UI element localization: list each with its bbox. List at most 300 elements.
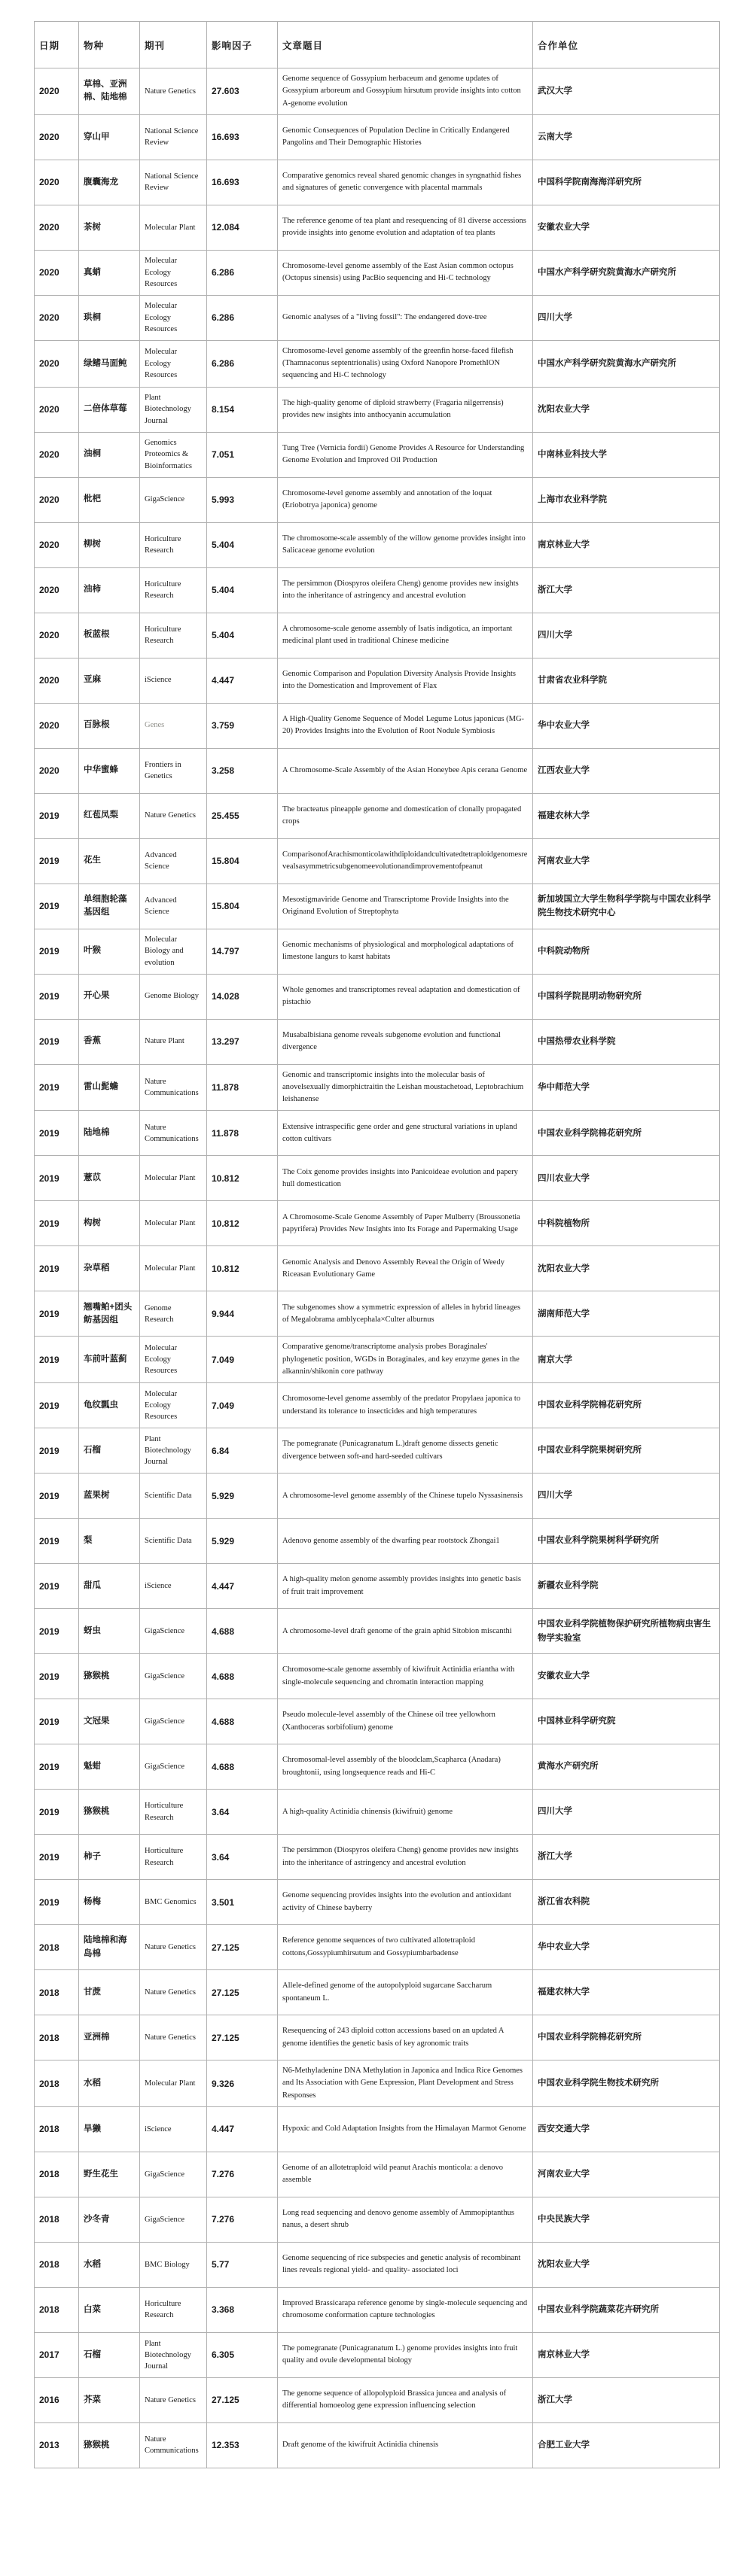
cell-date: 2019 bbox=[35, 1291, 79, 1337]
cell-article-title: Chromosome-scale genome assembly of kiwifruit Actinidia eriantha with single-molecule sequencing and chromatin interaction mapping bbox=[278, 1654, 533, 1699]
cell-impact-factor: 9.944 bbox=[207, 1291, 278, 1337]
cell-species: 陆地棉和海岛棉 bbox=[79, 1925, 140, 1970]
cell-partner-institution: 中国林业科学研究院 bbox=[533, 1699, 720, 1744]
cell-impact-factor: 15.804 bbox=[207, 838, 278, 884]
cell-date: 2020 bbox=[35, 295, 79, 340]
cell-species: 百脉根 bbox=[79, 703, 140, 748]
cell-article-title: Whole genomes and transcriptomes reveal adaptation and domestication of pistachio bbox=[278, 974, 533, 1019]
table-row bbox=[35, 522, 720, 567]
table-row bbox=[35, 2377, 720, 2422]
cell-date: 2020 bbox=[35, 522, 79, 567]
table-header bbox=[35, 22, 720, 68]
cell-partner-institution: 四川农业大学 bbox=[533, 1156, 720, 1201]
cell-journal: Nature Genetics bbox=[140, 793, 207, 838]
cell-article-title: Genomic Consequences of Population Decline in Critically Endangered Pangolins and Their Demographic Histories bbox=[278, 114, 533, 160]
cell-species: 文冠果 bbox=[79, 1699, 140, 1744]
cell-partner-institution: 新加坡国立大学生物科学学院与中国农业科学院生物技术研究中心 bbox=[533, 884, 720, 929]
header-impact-factor: 影响因子 bbox=[207, 22, 278, 68]
cell-date: 2020 bbox=[35, 477, 79, 522]
table-row bbox=[35, 2422, 720, 2468]
cell-date: 2020 bbox=[35, 567, 79, 613]
table-row bbox=[35, 432, 720, 477]
cell-partner-institution: 中科院动物所 bbox=[533, 929, 720, 974]
cell-date: 2019 bbox=[35, 1156, 79, 1201]
cell-species: 陆地棉 bbox=[79, 1111, 140, 1156]
table-row bbox=[35, 1564, 720, 1609]
cell-species: 香蕉 bbox=[79, 1019, 140, 1064]
cell-date: 2019 bbox=[35, 1880, 79, 1925]
cell-partner-institution: 中国农业科学院果树科学研究所 bbox=[533, 1519, 720, 1564]
cell-partner-institution: 沈阳农业大学 bbox=[533, 1246, 720, 1291]
cell-article-title: The persimmon (Diospyros oleifera Cheng) genome provides new insights into the inheritance of astringency and ancestral evolution bbox=[278, 1835, 533, 1880]
cell-impact-factor: 11.878 bbox=[207, 1064, 278, 1111]
cell-partner-institution: 南京林业大学 bbox=[533, 2332, 720, 2377]
table-row bbox=[35, 1383, 720, 1428]
cell-article-title: A chromosome-level draft genome of the grain aphid Sitobion miscanthi bbox=[278, 1609, 533, 1654]
cell-journal: Plant Biotechnology Journal bbox=[140, 387, 207, 432]
cell-article-title: N6-Methyladenine DNA Methylation in Japonica and Indica Rice Genomes and Its Association with Gene Expression, Plant Development and Stress Responses bbox=[278, 2060, 533, 2107]
cell-journal: Horiculture Research bbox=[140, 567, 207, 613]
cell-article-title: A chromosome-scale genome assembly of Isatis indigotica, an important medicinal plant used in traditional Chinese medicine bbox=[278, 613, 533, 658]
cell-journal: Molecular Plant bbox=[140, 2060, 207, 2107]
cell-date: 2013 bbox=[35, 2422, 79, 2468]
cell-species: 魁蚶 bbox=[79, 1744, 140, 1790]
cell-partner-institution: 中国水产科学研究院黄海水产研究所 bbox=[533, 250, 720, 295]
cell-journal: Molecular Ecology Resources bbox=[140, 250, 207, 295]
cell-impact-factor: 11.878 bbox=[207, 1111, 278, 1156]
cell-partner-institution: 中国科学院南海海洋研究所 bbox=[533, 160, 720, 205]
table-row bbox=[35, 1064, 720, 1111]
table-row bbox=[35, 1790, 720, 1835]
cell-journal: GigaScience bbox=[140, 2152, 207, 2197]
header-partner-institution: 合作单位 bbox=[533, 22, 720, 68]
cell-impact-factor: 5.929 bbox=[207, 1474, 278, 1519]
cell-species: 水稻 bbox=[79, 2242, 140, 2287]
cell-impact-factor: 4.688 bbox=[207, 1654, 278, 1699]
cell-article-title: The chromosome-scale assembly of the willow genome provides insight into Salicaceae genome evolution bbox=[278, 522, 533, 567]
cell-species: 石榴 bbox=[79, 2332, 140, 2377]
cell-impact-factor: 4.447 bbox=[207, 658, 278, 703]
table-row bbox=[35, 1880, 720, 1925]
cell-date: 2020 bbox=[35, 613, 79, 658]
table-row bbox=[35, 838, 720, 884]
cell-partner-institution: 中国农业科学院果树研究所 bbox=[533, 1428, 720, 1474]
table-row bbox=[35, 1925, 720, 1970]
table-row bbox=[35, 567, 720, 613]
cell-article-title: Extensive intraspecific gene order and gene structural variations in upland cotton cultivars bbox=[278, 1111, 533, 1156]
cell-date: 2019 bbox=[35, 1564, 79, 1609]
cell-species: 开心果 bbox=[79, 974, 140, 1019]
cell-date: 2020 bbox=[35, 340, 79, 387]
cell-species: 茶树 bbox=[79, 205, 140, 250]
cell-journal: National Science Review bbox=[140, 160, 207, 205]
cell-date: 2019 bbox=[35, 1246, 79, 1291]
cell-impact-factor: 27.125 bbox=[207, 2015, 278, 2060]
cell-article-title: Chromosome-level genome assembly of the predator Propylaea japonica to understand its tolerance to insecticides and high temperatures bbox=[278, 1383, 533, 1428]
cell-impact-factor: 4.447 bbox=[207, 2106, 278, 2152]
cell-article-title: Draft genome of the kiwifruit Actinidia chinensis bbox=[278, 2422, 533, 2468]
table-row bbox=[35, 1156, 720, 1201]
cell-date: 2020 bbox=[35, 160, 79, 205]
table-row bbox=[35, 974, 720, 1019]
table-row bbox=[35, 929, 720, 974]
cell-article-title: Genomic Analysis and Denovo Assembly Reveal the Origin of Weedy Riceasan Evolutionary Game bbox=[278, 1246, 533, 1291]
table-row bbox=[35, 2152, 720, 2197]
cell-impact-factor: 3.258 bbox=[207, 748, 278, 793]
cell-article-title: The Coix genome provides insights into Panicoideae evolution and papery hull domestication bbox=[278, 1156, 533, 1201]
cell-journal: Nature Communications bbox=[140, 1111, 207, 1156]
cell-species: 翘嘴鲌+团头鲂基因组 bbox=[79, 1291, 140, 1337]
cell-partner-institution: 武汉大学 bbox=[533, 68, 720, 115]
cell-journal: GigaScience bbox=[140, 477, 207, 522]
cell-date: 2018 bbox=[35, 2287, 79, 2332]
cell-impact-factor: 6.305 bbox=[207, 2332, 278, 2377]
cell-date: 2019 bbox=[35, 1474, 79, 1519]
cell-article-title: Adenovo genome assembly of the dwarfing pear rootstock Zhongai1 bbox=[278, 1519, 533, 1564]
cell-date: 2018 bbox=[35, 2197, 79, 2242]
cell-partner-institution: 中国水产科学研究院黄海水产研究所 bbox=[533, 340, 720, 387]
cell-journal: Nature Genetics bbox=[140, 68, 207, 115]
cell-journal: Nature Genetics bbox=[140, 1925, 207, 1970]
cell-partner-institution: 湖南师范大学 bbox=[533, 1291, 720, 1337]
cell-impact-factor: 4.688 bbox=[207, 1609, 278, 1654]
cell-date: 2019 bbox=[35, 1654, 79, 1699]
cell-partner-institution: 江西农业大学 bbox=[533, 748, 720, 793]
cell-impact-factor: 9.326 bbox=[207, 2060, 278, 2107]
cell-date: 2016 bbox=[35, 2377, 79, 2422]
cell-journal: GigaScience bbox=[140, 2197, 207, 2242]
cell-species: 珙桐 bbox=[79, 295, 140, 340]
cell-journal: Molecular Plant bbox=[140, 205, 207, 250]
cell-partner-institution: 安徽农业大学 bbox=[533, 205, 720, 250]
cell-article-title: The reference genome of tea plant and resequencing of 81 diverse accessions provide insights into genome evolution and adaptation of tea plants bbox=[278, 205, 533, 250]
cell-journal: BMC Biology bbox=[140, 2242, 207, 2287]
table-row bbox=[35, 2106, 720, 2152]
table-row bbox=[35, 114, 720, 160]
cell-species: 亚洲棉 bbox=[79, 2015, 140, 2060]
table-row bbox=[35, 703, 720, 748]
cell-species: 龟纹瓢虫 bbox=[79, 1383, 140, 1428]
cell-partner-institution: 福建农林大学 bbox=[533, 793, 720, 838]
cell-article-title: The genome sequence of allopolyploid Brassica juncea and analysis of differential homoeolog gene expression influencing selection bbox=[278, 2377, 533, 2422]
cell-impact-factor: 5.404 bbox=[207, 567, 278, 613]
cell-date: 2018 bbox=[35, 2060, 79, 2107]
cell-impact-factor: 25.455 bbox=[207, 793, 278, 838]
cell-article-title: A Chromosome-Scale Assembly of the Asian Honeybee Apis cerana Genome bbox=[278, 748, 533, 793]
table-row bbox=[35, 1337, 720, 1383]
cell-article-title: ComparisonofArachismonticolawithdiploidandcultivatedtetraploidgenomesrevealsasymmetricsubgenomeevolutionandimprovementofpeanut bbox=[278, 838, 533, 884]
cell-impact-factor: 6.286 bbox=[207, 250, 278, 295]
cell-partner-institution: 黄海水产研究所 bbox=[533, 1744, 720, 1790]
cell-article-title: Genome sequence of Gossypium herbaceum and genome updates of Gossypium arboreum and Gossypium hirsutum provide insights into cotton A-genome evolution bbox=[278, 68, 533, 115]
cell-impact-factor: 27.603 bbox=[207, 68, 278, 115]
cell-partner-institution: 浙江大学 bbox=[533, 2377, 720, 2422]
cell-article-title: Genomic Comparison and Population Diversity Analysis Provide Insights into the Domestication and Improvement of Flax bbox=[278, 658, 533, 703]
cell-date: 2020 bbox=[35, 748, 79, 793]
cell-article-title: A high-quality Actinidia chinensis (kiwifruit) genome bbox=[278, 1790, 533, 1835]
cell-species: 野生花生 bbox=[79, 2152, 140, 2197]
cell-partner-institution: 甘肃省农业科学院 bbox=[533, 658, 720, 703]
cell-journal: Molecular Plant bbox=[140, 1201, 207, 1246]
table-row bbox=[35, 1654, 720, 1699]
cell-species: 甘蔗 bbox=[79, 1970, 140, 2015]
cell-journal: iScience bbox=[140, 2106, 207, 2152]
cell-species: 芥菜 bbox=[79, 2377, 140, 2422]
cell-impact-factor: 6.286 bbox=[207, 340, 278, 387]
cell-article-title: Comparative genome/transcriptome analysis probes Boraginales' phylogenetic position, WGDs in Boraginales, and key enzyme genes in the alkannin/shikonin core pathway bbox=[278, 1337, 533, 1383]
cell-partner-institution: 沈阳农业大学 bbox=[533, 2242, 720, 2287]
table-row bbox=[35, 1609, 720, 1654]
cell-article-title: Long read sequencing and denovo genome assembly of Ammopiptanthus nanus, a desert shrub bbox=[278, 2197, 533, 2242]
table-row bbox=[35, 2060, 720, 2107]
cell-journal: iScience bbox=[140, 1564, 207, 1609]
cell-article-title: Pseudo molecule-level assembly of the Chinese oil tree yellowhorn (Xanthoceras sorbifolium) genome bbox=[278, 1699, 533, 1744]
cell-article-title: The bracteatus pineapple genome and domestication of clonally propagated crops bbox=[278, 793, 533, 838]
table-row bbox=[35, 2242, 720, 2287]
table-row bbox=[35, 1111, 720, 1156]
cell-impact-factor: 3.64 bbox=[207, 1790, 278, 1835]
table-row bbox=[35, 1291, 720, 1337]
cell-journal: Scientific Data bbox=[140, 1474, 207, 1519]
cell-impact-factor: 15.804 bbox=[207, 884, 278, 929]
cell-partner-institution: 西安交通大学 bbox=[533, 2106, 720, 2152]
cell-date: 2019 bbox=[35, 1699, 79, 1744]
table-body bbox=[35, 68, 720, 2468]
table-row bbox=[35, 1474, 720, 1519]
cell-species: 猕猴桃 bbox=[79, 1790, 140, 1835]
cell-date: 2019 bbox=[35, 1744, 79, 1790]
cell-partner-institution: 中央民族大学 bbox=[533, 2197, 720, 2242]
cell-partner-institution: 中南林业科技大学 bbox=[533, 432, 720, 477]
cell-article-title: A high-quality melon genome assembly provides insights into genetic basis of fruit trait improvement bbox=[278, 1564, 533, 1609]
cell-partner-institution: 中国科学院昆明动物研究所 bbox=[533, 974, 720, 1019]
cell-article-title: Chromosome-level genome assembly of the greenfin horse-faced filefish (Thamnaconus septentrionalis) using Oxford Nanopore PromethION sequencing and Hi-C technology bbox=[278, 340, 533, 387]
table-row bbox=[35, 1201, 720, 1246]
cell-date: 2019 bbox=[35, 929, 79, 974]
table-row bbox=[35, 1699, 720, 1744]
cell-article-title: The subgenomes show a symmetric expression of alleles in hybrid lineages of Megalobrama amblycephala×Culter alburnus bbox=[278, 1291, 533, 1337]
cell-species: 红苞凤梨 bbox=[79, 793, 140, 838]
cell-impact-factor: 16.693 bbox=[207, 160, 278, 205]
cell-impact-factor: 27.125 bbox=[207, 1925, 278, 1970]
cell-date: 2019 bbox=[35, 1609, 79, 1654]
cell-species: 猕猴桃 bbox=[79, 1654, 140, 1699]
cell-date: 2019 bbox=[35, 1337, 79, 1383]
cell-species: 旱獭 bbox=[79, 2106, 140, 2152]
cell-species: 腹囊海龙 bbox=[79, 160, 140, 205]
cell-impact-factor: 27.125 bbox=[207, 1970, 278, 2015]
cell-partner-institution: 中国农业科学院植物保护研究所植物病虫害生物学实验室 bbox=[533, 1609, 720, 1654]
cell-impact-factor: 12.084 bbox=[207, 205, 278, 250]
cell-article-title: Chromosome-level genome assembly and annotation of the loquat (Eriobotrya japonica) genome bbox=[278, 477, 533, 522]
cell-article-title: Resequencing of 243 diploid cotton accessions based on an updated A genome identifies the genetic basis of key agronomic traits bbox=[278, 2015, 533, 2060]
cell-partner-institution: 中国农业科学院棉花研究所 bbox=[533, 2015, 720, 2060]
cell-article-title: Improved Brassicarapa reference genome by single-molecule sequencing and chromosome conformation capture technologies bbox=[278, 2287, 533, 2332]
cell-article-title: The high-quality genome of diploid strawberry (Fragaria nilgerrensis) provides new insights into anthocyanin accumulation bbox=[278, 387, 533, 432]
cell-date: 2019 bbox=[35, 1064, 79, 1111]
cell-species: 薏苡 bbox=[79, 1156, 140, 1201]
cell-journal: Nature Genetics bbox=[140, 2015, 207, 2060]
header-date: 日期 bbox=[35, 22, 79, 68]
cell-species: 绿鳍马面鲀 bbox=[79, 340, 140, 387]
cell-impact-factor: 4.447 bbox=[207, 1564, 278, 1609]
cell-species: 梨 bbox=[79, 1519, 140, 1564]
cell-date: 2019 bbox=[35, 1201, 79, 1246]
table-row bbox=[35, 250, 720, 295]
cell-species: 单细胞轮藻基因组 bbox=[79, 884, 140, 929]
cell-article-title: Musabalbisiana genome reveals subgenome evolution and functional divergence bbox=[278, 1019, 533, 1064]
cell-article-title: Comparative genomics reveal shared genomic changes in syngnathid fishes and signatures of genetic convergence with placental mammals bbox=[278, 160, 533, 205]
cell-journal: Plant Biotechnology Journal bbox=[140, 1428, 207, 1474]
table-row bbox=[35, 748, 720, 793]
cell-impact-factor: 14.797 bbox=[207, 929, 278, 974]
table-row bbox=[35, 884, 720, 929]
cell-species: 白菜 bbox=[79, 2287, 140, 2332]
table-row bbox=[35, 1246, 720, 1291]
cell-article-title: Genome sequencing of rice subspecies and genetic analysis of recombinant lines reveals regional yield- and quality- associated loci bbox=[278, 2242, 533, 2287]
cell-impact-factor: 10.812 bbox=[207, 1156, 278, 1201]
cell-partner-institution: 浙江大学 bbox=[533, 567, 720, 613]
table-row bbox=[35, 387, 720, 432]
cell-species: 二倍体草莓 bbox=[79, 387, 140, 432]
header-row bbox=[35, 22, 720, 68]
cell-species: 杨梅 bbox=[79, 1880, 140, 1925]
cell-partner-institution: 安徽农业大学 bbox=[533, 1654, 720, 1699]
cell-species: 杂草稻 bbox=[79, 1246, 140, 1291]
cell-journal: Horticulture Research bbox=[140, 1835, 207, 1880]
cell-date: 2020 bbox=[35, 387, 79, 432]
cell-species: 中华蜜蜂 bbox=[79, 748, 140, 793]
cell-species: 穿山甲 bbox=[79, 114, 140, 160]
cell-journal: Molecular Ecology Resources bbox=[140, 1337, 207, 1383]
cell-partner-institution: 南京林业大学 bbox=[533, 522, 720, 567]
table-row bbox=[35, 1970, 720, 2015]
cell-journal: Molecular Biology and evolution bbox=[140, 929, 207, 974]
cell-date: 2017 bbox=[35, 2332, 79, 2377]
table-row bbox=[35, 1744, 720, 1790]
cell-partner-institution: 上海市农业科学院 bbox=[533, 477, 720, 522]
table-row bbox=[35, 1519, 720, 1564]
cell-journal: Molecular Ecology Resources bbox=[140, 1383, 207, 1428]
cell-date: 2019 bbox=[35, 793, 79, 838]
cell-impact-factor: 14.028 bbox=[207, 974, 278, 1019]
cell-article-title: A High-Quality Genome Sequence of Model Legume Lotus japonicus (MG-20) Provides Insights into the Evolution of Root Nodule Symbiosis bbox=[278, 703, 533, 748]
cell-journal: Nature Communications bbox=[140, 1064, 207, 1111]
table-row bbox=[35, 793, 720, 838]
cell-journal: Scientific Data bbox=[140, 1519, 207, 1564]
cell-impact-factor: 3.368 bbox=[207, 2287, 278, 2332]
table-row bbox=[35, 340, 720, 387]
cell-article-title: Chromosome-level genome assembly of the East Asian common octopus (Octopus sinensis) using PacBio sequencing and Hi-C technology bbox=[278, 250, 533, 295]
cell-journal: Horiculture Research bbox=[140, 522, 207, 567]
table-row bbox=[35, 477, 720, 522]
cell-article-title: Genome of an allotetraploid wild peanut Arachis monticola: a denovo assemble bbox=[278, 2152, 533, 2197]
cell-impact-factor: 10.812 bbox=[207, 1201, 278, 1246]
cell-partner-institution: 浙江省农科院 bbox=[533, 1880, 720, 1925]
cell-impact-factor: 7.276 bbox=[207, 2197, 278, 2242]
table-row bbox=[35, 2197, 720, 2242]
cell-species: 花生 bbox=[79, 838, 140, 884]
cell-date: 2019 bbox=[35, 1519, 79, 1564]
cell-article-title: A chromosome-level genome assembly of the Chinese tupelo Nyssasinensis bbox=[278, 1474, 533, 1519]
cell-impact-factor: 6.286 bbox=[207, 295, 278, 340]
cell-date: 2018 bbox=[35, 2106, 79, 2152]
cell-date: 2020 bbox=[35, 658, 79, 703]
cell-impact-factor: 4.688 bbox=[207, 1744, 278, 1790]
cell-date: 2019 bbox=[35, 1835, 79, 1880]
cell-impact-factor: 16.693 bbox=[207, 114, 278, 160]
cell-impact-factor: 5.929 bbox=[207, 1519, 278, 1564]
cell-species: 油柿 bbox=[79, 567, 140, 613]
cell-impact-factor: 7.049 bbox=[207, 1383, 278, 1428]
cell-impact-factor: 3.64 bbox=[207, 1835, 278, 1880]
cell-date: 2018 bbox=[35, 1925, 79, 1970]
cell-journal: BMC Genomics bbox=[140, 1880, 207, 1925]
cell-partner-institution: 南京大学 bbox=[533, 1337, 720, 1383]
cell-species: 蚜虫 bbox=[79, 1609, 140, 1654]
cell-journal: Molecular Plant bbox=[140, 1156, 207, 1201]
cell-article-title: The persimmon (Diospyros oleifera Cheng) genome provides new insights into the inheritance of astringency and ancestral evolution bbox=[278, 567, 533, 613]
cell-date: 2018 bbox=[35, 2152, 79, 2197]
table-row bbox=[35, 205, 720, 250]
cell-partner-institution: 中科院植物所 bbox=[533, 1201, 720, 1246]
cell-date: 2020 bbox=[35, 703, 79, 748]
cell-species: 水稻 bbox=[79, 2060, 140, 2107]
header-journal: 期刊 bbox=[140, 22, 207, 68]
table-row bbox=[35, 160, 720, 205]
cell-partner-institution: 华中农业大学 bbox=[533, 703, 720, 748]
cell-partner-institution: 河南农业大学 bbox=[533, 2152, 720, 2197]
cell-journal: Molecular Ecology Resources bbox=[140, 295, 207, 340]
cell-journal: GigaScience bbox=[140, 1654, 207, 1699]
cell-journal: Nature Genetics bbox=[140, 1970, 207, 2015]
cell-impact-factor: 7.276 bbox=[207, 2152, 278, 2197]
cell-impact-factor: 6.84 bbox=[207, 1428, 278, 1474]
cell-date: 2019 bbox=[35, 1111, 79, 1156]
table-row bbox=[35, 1019, 720, 1064]
cell-partner-institution: 华中师范大学 bbox=[533, 1064, 720, 1111]
cell-species: 柿子 bbox=[79, 1835, 140, 1880]
cell-partner-institution: 沈阳农业大学 bbox=[533, 387, 720, 432]
cell-species: 甜瓜 bbox=[79, 1564, 140, 1609]
header-species: 物种 bbox=[79, 22, 140, 68]
cell-species: 亚麻 bbox=[79, 658, 140, 703]
table-row bbox=[35, 68, 720, 115]
cell-species: 蓝果树 bbox=[79, 1474, 140, 1519]
cell-date: 2019 bbox=[35, 1019, 79, 1064]
cell-partner-institution: 河南农业大学 bbox=[533, 838, 720, 884]
cell-journal: Frontiers in Genetics bbox=[140, 748, 207, 793]
cell-article-title: Chromosomal-level assembly of the bloodclam,Scapharca (Anadara) broughtonii, using longsequence reads and Hi-C bbox=[278, 1744, 533, 1790]
cell-partner-institution: 中国农业科学院生物技术研究所 bbox=[533, 2060, 720, 2107]
cell-species: 车前叶蓝蓟 bbox=[79, 1337, 140, 1383]
cell-impact-factor: 7.049 bbox=[207, 1337, 278, 1383]
cell-impact-factor: 27.125 bbox=[207, 2377, 278, 2422]
table-row bbox=[35, 2015, 720, 2060]
cell-species: 油桐 bbox=[79, 432, 140, 477]
cell-journal: Nature Plant bbox=[140, 1019, 207, 1064]
cell-species: 真蛸 bbox=[79, 250, 140, 295]
cell-journal: Nature Genetics bbox=[140, 2377, 207, 2422]
cell-partner-institution: 四川大学 bbox=[533, 295, 720, 340]
cell-partner-institution: 福建农林大学 bbox=[533, 1970, 720, 2015]
table-row bbox=[35, 1428, 720, 1474]
cell-journal: Genome Biology bbox=[140, 974, 207, 1019]
table-row bbox=[35, 2332, 720, 2377]
cell-article-title: Genomic mechanisms of physiological and morphological adaptations of limestone langurs to karst habitats bbox=[278, 929, 533, 974]
cell-journal: Horiculture Research bbox=[140, 613, 207, 658]
cell-species: 草棉、亚洲棉、陆地棉 bbox=[79, 68, 140, 115]
